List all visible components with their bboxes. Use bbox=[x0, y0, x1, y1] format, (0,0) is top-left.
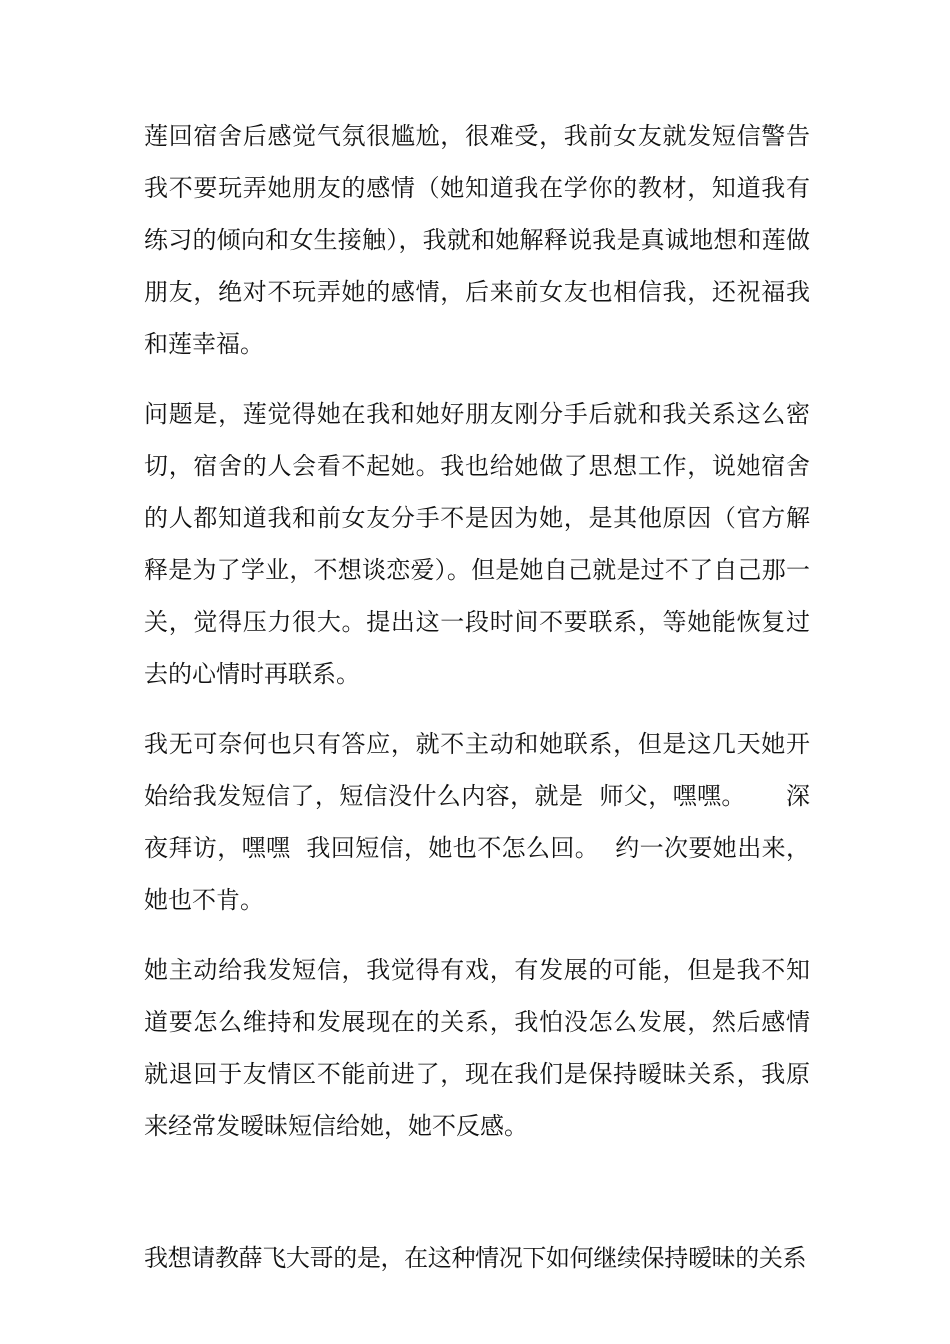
paragraph-3: 我无可奈何也只有答应，就不主动和她联系，但是这几天她开始给我发短信了，短信没什么内容，就是 师父，嘿嘿。 深夜拜访，嘿嘿 我回短信，她也不怎么回。 约一次要她出来，她也不肯。 bbox=[144, 730, 810, 914]
paragraph-5: 我想请教薛飞大哥的是，在这种情况下如何继续保持暧昧的关系 bbox=[144, 1244, 807, 1272]
paragraph-1: 莲回宿舍后感觉气氛很尴尬，很难受，我前女友就发短信警告我不要玩弄她朋友的感情（她知道我在学你的教材，知道我有练习的倾向和女生接触），我就和她解释说我是真诚地想和莲做朋友，绝对不玩弄她的感情，后来前女友也相信我，还祝福我和莲幸福。 bbox=[144, 122, 810, 358]
paragraph-2: 问题是，莲觉得她在我和她好朋友刚分手后就和我关系这么密切，宿舍的人会看不起她。我也给她做了思想工作，说她宿舍的人都知道我和前女友分手不是因为她，是其他原因（官方解释是为了学业，不想谈恋爱）。但是她自己就是过不了自己那一关，觉得压力很大。提出这一段时间不要联系，等她能恢复过去的心情时再联系。 bbox=[144, 400, 810, 688]
paragraph-4: 她主动给我发短信，我觉得有戏，有发展的可能，但是我不知道要怎么维持和发展现在的关系，我怕没怎么发展，然后感情就退回于友情区不能前进了，现在我们是保持暧昧关系，我原来经常发暧昧短信给她，她不反感。 bbox=[144, 956, 810, 1140]
document-body bbox=[144, 110, 810, 1302]
